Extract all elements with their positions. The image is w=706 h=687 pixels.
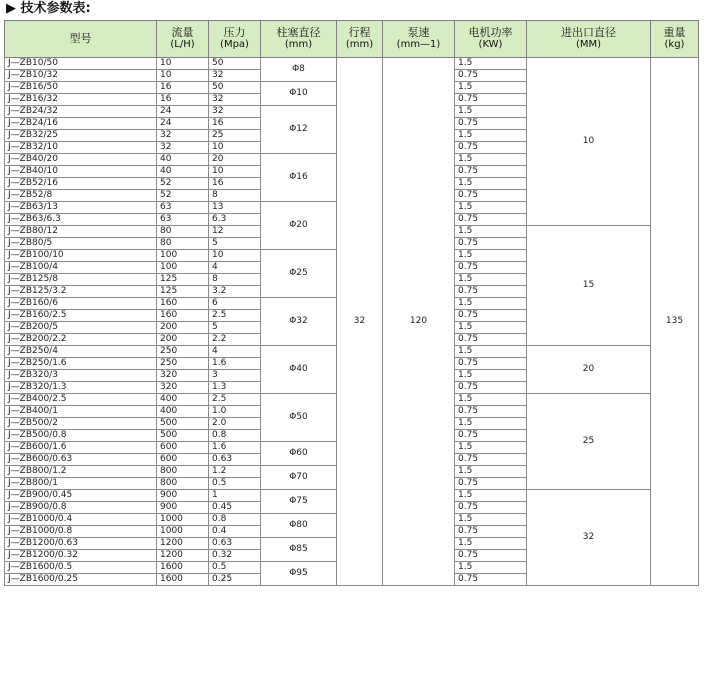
model-cell: J—ZB125/3.2 — [5, 286, 157, 298]
model-cell: J—ZB1600/0.25 — [5, 574, 157, 586]
motor-power-cell: 0.75 — [455, 334, 527, 346]
plunger-diameter-cell: Φ95 — [261, 562, 337, 586]
pressure-cell: 0.63 — [209, 538, 261, 550]
pressure-cell: 8 — [209, 190, 261, 202]
pressure-cell: 1.6 — [209, 442, 261, 454]
model-cell: J—ZB100/10 — [5, 250, 157, 262]
model-cell: J—ZB24/16 — [5, 118, 157, 130]
flow-cell: 800 — [157, 478, 209, 490]
pressure-cell: 1.6 — [209, 358, 261, 370]
motor-power-cell: 0.75 — [455, 574, 527, 586]
motor-power-cell: 0.75 — [455, 526, 527, 538]
plunger-diameter-cell: Φ85 — [261, 538, 337, 562]
motor-power-cell: 1.5 — [455, 226, 527, 238]
motor-power-cell: 1.5 — [455, 394, 527, 406]
pressure-cell: 10 — [209, 166, 261, 178]
flow-cell: 63 — [157, 202, 209, 214]
motor-power-cell: 0.75 — [455, 118, 527, 130]
motor-power-cell: 1.5 — [455, 178, 527, 190]
pressure-cell: 0.63 — [209, 454, 261, 466]
motor-power-cell: 0.75 — [455, 166, 527, 178]
motor-power-cell: 0.75 — [455, 310, 527, 322]
flow-cell: 1000 — [157, 514, 209, 526]
model-cell: J—ZB80/5 — [5, 238, 157, 250]
port-diameter-cell: 10 — [527, 58, 651, 226]
model-cell: J—ZB800/1.2 — [5, 466, 157, 478]
pressure-cell: 25 — [209, 130, 261, 142]
table-body — [5, 58, 699, 586]
flow-cell: 24 — [157, 106, 209, 118]
model-cell: J—ZB250/4 — [5, 346, 157, 358]
motor-power-cell: 1.5 — [455, 322, 527, 334]
model-cell: J—ZB52/16 — [5, 178, 157, 190]
motor-power-cell: 0.75 — [455, 238, 527, 250]
column-header-unit: (mm—1) — [396, 39, 441, 50]
model-cell: J—ZB40/10 — [5, 166, 157, 178]
stroke-cell: 32 — [337, 58, 383, 586]
motor-power-cell: 1.5 — [455, 538, 527, 550]
motor-power-cell: 1.5 — [455, 346, 527, 358]
motor-power-cell: 1.5 — [455, 82, 527, 94]
model-cell: J—ZB80/12 — [5, 226, 157, 238]
flow-cell: 200 — [157, 322, 209, 334]
model-cell: J—ZB200/2.2 — [5, 334, 157, 346]
flow-cell: 32 — [157, 142, 209, 154]
model-cell: J—ZB32/10 — [5, 142, 157, 154]
flow-cell: 10 — [157, 58, 209, 70]
model-cell: J—ZB600/1.6 — [5, 442, 157, 454]
pressure-cell: 10 — [209, 142, 261, 154]
flow-cell: 600 — [157, 442, 209, 454]
motor-power-cell: 0.75 — [455, 358, 527, 370]
pressure-cell: 2.5 — [209, 310, 261, 322]
pressure-cell: 50 — [209, 82, 261, 94]
model-cell: J—ZB800/1 — [5, 478, 157, 490]
pressure-cell: 1.2 — [209, 466, 261, 478]
port-diameter-cell: 32 — [527, 490, 651, 586]
motor-power-cell: 0.75 — [455, 478, 527, 490]
model-cell: J—ZB100/4 — [5, 262, 157, 274]
flow-cell: 1600 — [157, 574, 209, 586]
motor-power-cell: 0.75 — [455, 190, 527, 202]
pressure-cell: 4 — [209, 262, 261, 274]
column-header-unit: (mm) — [345, 39, 374, 50]
flow-cell: 100 — [157, 250, 209, 262]
column-header-name: 流量 — [171, 26, 194, 39]
plunger-diameter-cell: Φ8 — [261, 58, 337, 82]
flow-cell: 10 — [157, 70, 209, 82]
pump-speed-cell: 120 — [383, 58, 455, 586]
model-cell: J—ZB63/13 — [5, 202, 157, 214]
motor-power-cell: 0.75 — [455, 430, 527, 442]
pressure-cell: 0.8 — [209, 430, 261, 442]
flow-cell: 400 — [157, 406, 209, 418]
column-header-unit: (KW) — [478, 39, 503, 50]
pressure-cell: 0.25 — [209, 574, 261, 586]
pressure-cell: 6 — [209, 298, 261, 310]
plunger-diameter-cell: Φ12 — [261, 106, 337, 154]
column-header — [5, 21, 157, 58]
port-diameter-cell: 20 — [527, 346, 651, 394]
motor-power-cell: 0.75 — [455, 454, 527, 466]
plunger-diameter-cell: Φ16 — [261, 154, 337, 202]
motor-power-cell: 1.5 — [455, 490, 527, 502]
motor-power-cell: 1.5 — [455, 370, 527, 382]
motor-power-cell: 0.75 — [455, 214, 527, 226]
model-cell: J—ZB32/25 — [5, 130, 157, 142]
flow-cell: 63 — [157, 214, 209, 226]
model-cell: J—ZB900/0.45 — [5, 490, 157, 502]
flow-cell: 1200 — [157, 550, 209, 562]
pressure-cell: 3.2 — [209, 286, 261, 298]
plunger-diameter-cell: Φ80 — [261, 514, 337, 538]
flow-cell: 80 — [157, 238, 209, 250]
model-cell: J—ZB400/1 — [5, 406, 157, 418]
model-cell: J—ZB1200/0.32 — [5, 550, 157, 562]
pressure-cell: 12 — [209, 226, 261, 238]
motor-power-cell: 1.5 — [455, 562, 527, 574]
table-row — [5, 58, 699, 70]
pressure-cell: 0.4 — [209, 526, 261, 538]
flow-cell: 52 — [157, 190, 209, 202]
motor-power-cell: 1.5 — [455, 58, 527, 70]
model-cell: J—ZB320/3 — [5, 370, 157, 382]
model-cell: J—ZB320/1.3 — [5, 382, 157, 394]
pressure-cell: 1.0 — [209, 406, 261, 418]
port-diameter-cell: 25 — [527, 394, 651, 490]
model-cell: J—ZB600/0.63 — [5, 454, 157, 466]
model-cell: J—ZB400/2.5 — [5, 394, 157, 406]
pressure-cell: 8 — [209, 274, 261, 286]
weight-cell: 135 — [651, 58, 699, 586]
column-header — [157, 21, 209, 58]
flow-cell: 800 — [157, 466, 209, 478]
flow-cell: 40 — [157, 166, 209, 178]
model-cell: J—ZB1000/0.4 — [5, 514, 157, 526]
flow-cell: 250 — [157, 358, 209, 370]
flow-cell: 32 — [157, 130, 209, 142]
motor-power-cell: 1.5 — [455, 106, 527, 118]
column-header-name: 电机功率 — [468, 26, 513, 39]
column-header-name: 压力 — [223, 26, 246, 39]
motor-power-cell: 0.75 — [455, 382, 527, 394]
pressure-cell: 2.5 — [209, 394, 261, 406]
plunger-diameter-cell: Φ32 — [261, 298, 337, 346]
motor-power-cell: 1.5 — [455, 298, 527, 310]
pressure-cell: 16 — [209, 178, 261, 190]
column-header-name: 泵速 — [407, 26, 430, 39]
pressure-cell: 5 — [209, 322, 261, 334]
column-header — [337, 21, 383, 58]
pressure-cell: 1 — [209, 490, 261, 502]
port-diameter-cell: 15 — [527, 226, 651, 346]
model-cell: J—ZB52/8 — [5, 190, 157, 202]
pressure-cell: 50 — [209, 58, 261, 70]
flow-cell: 125 — [157, 274, 209, 286]
flow-cell: 320 — [157, 382, 209, 394]
pressure-cell: 2.2 — [209, 334, 261, 346]
flow-cell: 24 — [157, 118, 209, 130]
flow-cell: 16 — [157, 94, 209, 106]
column-header-unit: (kg) — [664, 39, 685, 50]
flow-cell: 160 — [157, 310, 209, 322]
model-cell: J—ZB160/2.5 — [5, 310, 157, 322]
model-cell: J—ZB40/20 — [5, 154, 157, 166]
plunger-diameter-cell: Φ40 — [261, 346, 337, 394]
column-header-name: 行程 — [348, 26, 371, 39]
pressure-cell: 13 — [209, 202, 261, 214]
motor-power-cell: 1.5 — [455, 130, 527, 142]
flow-cell: 200 — [157, 334, 209, 346]
plunger-diameter-cell: Φ25 — [261, 250, 337, 298]
flow-cell: 125 — [157, 286, 209, 298]
pressure-cell: 5 — [209, 238, 261, 250]
flow-cell: 100 — [157, 262, 209, 274]
model-cell: J—ZB200/5 — [5, 322, 157, 334]
column-header-name: 重量 — [663, 26, 686, 39]
flow-cell: 320 — [157, 370, 209, 382]
pressure-cell: 3 — [209, 370, 261, 382]
column-header — [209, 21, 261, 58]
model-cell: J—ZB1000/0.8 — [5, 526, 157, 538]
pressure-cell: 0.45 — [209, 502, 261, 514]
column-header — [651, 21, 699, 58]
column-header-unit: (mm) — [284, 39, 313, 50]
pressure-cell: 32 — [209, 94, 261, 106]
model-cell: J—ZB500/2 — [5, 418, 157, 430]
motor-power-cell: 0.75 — [455, 94, 527, 106]
model-cell: J—ZB1600/0.5 — [5, 562, 157, 574]
flow-cell: 900 — [157, 502, 209, 514]
flow-cell: 52 — [157, 178, 209, 190]
flow-cell: 500 — [157, 418, 209, 430]
motor-power-cell: 0.75 — [455, 286, 527, 298]
plunger-diameter-cell: Φ20 — [261, 202, 337, 250]
pressure-cell: 6.3 — [209, 214, 261, 226]
model-cell: J—ZB24/32 — [5, 106, 157, 118]
column-header-name: 型号 — [69, 32, 92, 45]
column-header-unit: (Mpa) — [220, 39, 249, 50]
motor-power-cell: 1.5 — [455, 202, 527, 214]
flow-cell: 600 — [157, 454, 209, 466]
model-cell: J—ZB10/32 — [5, 70, 157, 82]
plunger-diameter-cell: Φ70 — [261, 466, 337, 490]
column-header — [527, 21, 651, 58]
pressure-cell: 16 — [209, 118, 261, 130]
motor-power-cell: 1.5 — [455, 442, 527, 454]
motor-power-cell: 0.75 — [455, 550, 527, 562]
flow-cell: 400 — [157, 394, 209, 406]
motor-power-cell: 1.5 — [455, 418, 527, 430]
motor-power-cell: 0.75 — [455, 70, 527, 82]
plunger-diameter-cell: Φ50 — [261, 394, 337, 442]
pressure-cell: 32 — [209, 106, 261, 118]
pressure-cell: 32 — [209, 70, 261, 82]
spec-table — [4, 20, 699, 586]
flow-cell: 80 — [157, 226, 209, 238]
pressure-cell: 20 — [209, 154, 261, 166]
pressure-cell: 0.32 — [209, 550, 261, 562]
column-header-name: 进出口直径 — [561, 26, 616, 39]
pressure-cell: 0.5 — [209, 562, 261, 574]
flow-cell: 160 — [157, 298, 209, 310]
model-cell: J—ZB1200/0.63 — [5, 538, 157, 550]
pressure-cell: 2.0 — [209, 418, 261, 430]
flow-cell: 1000 — [157, 526, 209, 538]
plunger-diameter-cell: Φ10 — [261, 82, 337, 106]
plunger-diameter-cell: Φ75 — [261, 490, 337, 514]
column-header — [383, 21, 455, 58]
header-row — [5, 21, 699, 58]
column-header-name: 柱塞直径 — [276, 26, 321, 39]
model-cell: J—ZB10/50 — [5, 58, 157, 70]
pressure-cell: 0.8 — [209, 514, 261, 526]
motor-power-cell: 0.75 — [455, 142, 527, 154]
flow-cell: 250 — [157, 346, 209, 358]
motor-power-cell: 1.5 — [455, 514, 527, 526]
flow-cell: 1200 — [157, 538, 209, 550]
model-cell: J—ZB900/0.8 — [5, 502, 157, 514]
column-header — [455, 21, 527, 58]
column-header-unit: (L/H) — [170, 39, 195, 50]
column-header-unit: (MM) — [575, 39, 602, 50]
table-title: ▶ 技术参数表: — [6, 1, 91, 16]
pressure-cell: 4 — [209, 346, 261, 358]
motor-power-cell: 1.5 — [455, 154, 527, 166]
model-cell: J—ZB16/32 — [5, 94, 157, 106]
model-cell: J—ZB500/0.8 — [5, 430, 157, 442]
pressure-cell: 10 — [209, 250, 261, 262]
motor-power-cell: 1.5 — [455, 274, 527, 286]
flow-cell: 40 — [157, 154, 209, 166]
motor-power-cell: 0.75 — [455, 406, 527, 418]
motor-power-cell: 1.5 — [455, 466, 527, 478]
model-cell: J—ZB125/8 — [5, 274, 157, 286]
flow-cell: 1600 — [157, 562, 209, 574]
motor-power-cell: 0.75 — [455, 502, 527, 514]
model-cell: J—ZB250/1.6 — [5, 358, 157, 370]
model-cell: J—ZB63/6.3 — [5, 214, 157, 226]
flow-cell: 500 — [157, 430, 209, 442]
plunger-diameter-cell: Φ60 — [261, 442, 337, 466]
flow-cell: 16 — [157, 82, 209, 94]
motor-power-cell: 1.5 — [455, 250, 527, 262]
motor-power-cell: 0.75 — [455, 262, 527, 274]
model-cell: J—ZB160/6 — [5, 298, 157, 310]
pressure-cell: 1.3 — [209, 382, 261, 394]
column-header — [261, 21, 337, 58]
flow-cell: 900 — [157, 490, 209, 502]
model-cell: J—ZB16/50 — [5, 82, 157, 94]
pressure-cell: 0.5 — [209, 478, 261, 490]
